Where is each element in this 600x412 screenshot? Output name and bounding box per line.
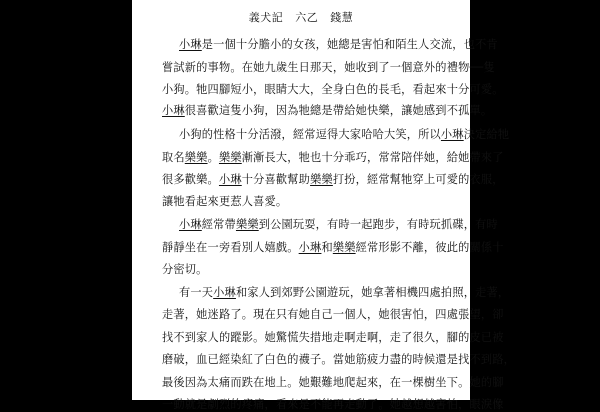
text-line — [162, 331, 504, 345]
text-line — [179, 218, 498, 232]
text-segment: 和 — [321, 241, 333, 254]
text-segment: 很多歡樂。 — [162, 173, 219, 186]
text-line — [162, 241, 504, 255]
proper-noun: 樂樂 — [235, 218, 259, 231]
text-segment: 。 — [207, 151, 219, 164]
text-segment: 小狗的性格十分活潑，經常逗得大家哈哈大笑，所以 — [179, 128, 441, 141]
text-segment: 走著，她迷路了。現在只有她自己一個人，她很害怕，四處張望，卻 — [162, 308, 504, 321]
text-line — [162, 195, 440, 209]
text-segment: 小狗。牠四腳短小，眼睛大大，全身白色的長毛，看起來十分可愛。 — [162, 83, 504, 96]
text-segment: 決定給牠 — [463, 128, 510, 141]
proper-noun: 小琳 — [213, 286, 236, 299]
text-line — [162, 376, 504, 390]
text-line — [179, 286, 510, 300]
text-line — [179, 128, 510, 142]
text-segment: 漸漸長大，牠也十分乖巧，常常陪伴她，給她帶來了 — [241, 151, 504, 164]
proper-noun: 樂樂 — [332, 241, 356, 254]
text-segment: 一動就是劇烈的疼痛，看來是不能再走動了。她越想越害怕，眼淚像 — [162, 398, 504, 411]
text-segment: 十分喜歡幫助 — [241, 173, 311, 186]
text-segment: 到公園玩耍，有時一起跑步，有時玩抓碟，有時 — [258, 218, 498, 231]
text-line — [162, 398, 504, 412]
proper-noun: 樂樂 — [184, 151, 208, 164]
proper-noun: 小琳 — [218, 173, 242, 186]
proper-noun: 小琳 — [179, 218, 202, 231]
text-segment: 取名 — [162, 151, 185, 164]
text-segment: 嘗試新的事物。在她九歲生日那天，她收到了一個意外的禮物──隻 — [162, 61, 495, 74]
text-segment: 打扮，經常幫牠穿上可愛的衣服， — [332, 173, 504, 186]
text-line — [162, 173, 504, 187]
text-segment: 讓牠看起來更惹人喜愛。 — [162, 195, 288, 208]
text-segment: 經常帶 — [201, 218, 236, 231]
text-line — [162, 308, 504, 322]
text-line — [162, 151, 504, 165]
document-page — [132, 0, 516, 411]
text-line — [162, 353, 516, 367]
text-line — [162, 104, 493, 118]
proper-noun: 小琳 — [162, 104, 185, 117]
text-segment: 靜靜坐在一旁看別人嬉戲。 — [162, 241, 299, 254]
text-segment: 經常形影不離，彼此的關係十 — [355, 241, 504, 254]
text-line — [162, 263, 440, 277]
text-segment: 磨破，血已經染紅了白色的襪子。當她筋疲力盡的時候還是找不到路， — [162, 353, 516, 366]
proper-noun: 樂樂 — [218, 151, 242, 164]
text-segment: 是一個十分膽小的女孩，她總是害怕和陌生人交流，也不肯 — [201, 38, 498, 51]
document-title: 義犬記 六乙 錢慧 — [248, 11, 354, 24]
text-segment: 有一天 — [179, 286, 214, 299]
text-segment: 很喜歡這隻小狗，因為牠總是帶給她快樂，讓她感到不孤單。 — [184, 104, 493, 117]
text-segment: 找不到家人的蹤影。她驚慌失措地走啊走啊，走了很久，腳的皮已被 — [162, 331, 504, 344]
text-segment: 分密切。 — [162, 263, 208, 276]
text-segment: 和家人到郊野公園遊玩，她拿著相機四處拍照，走著， — [235, 286, 510, 299]
text-line — [179, 38, 498, 52]
proper-noun: 小琳 — [179, 38, 202, 51]
proper-noun: 小琳 — [298, 241, 322, 254]
proper-noun: 小琳 — [440, 128, 464, 141]
proper-noun: 樂樂 — [310, 173, 333, 186]
text-line — [162, 61, 495, 75]
text-segment: 最後因為太痛而跌在地上。她艱難地爬起來，在一棵樹坐下。她的腳 — [162, 376, 504, 389]
text-line — [162, 83, 504, 97]
